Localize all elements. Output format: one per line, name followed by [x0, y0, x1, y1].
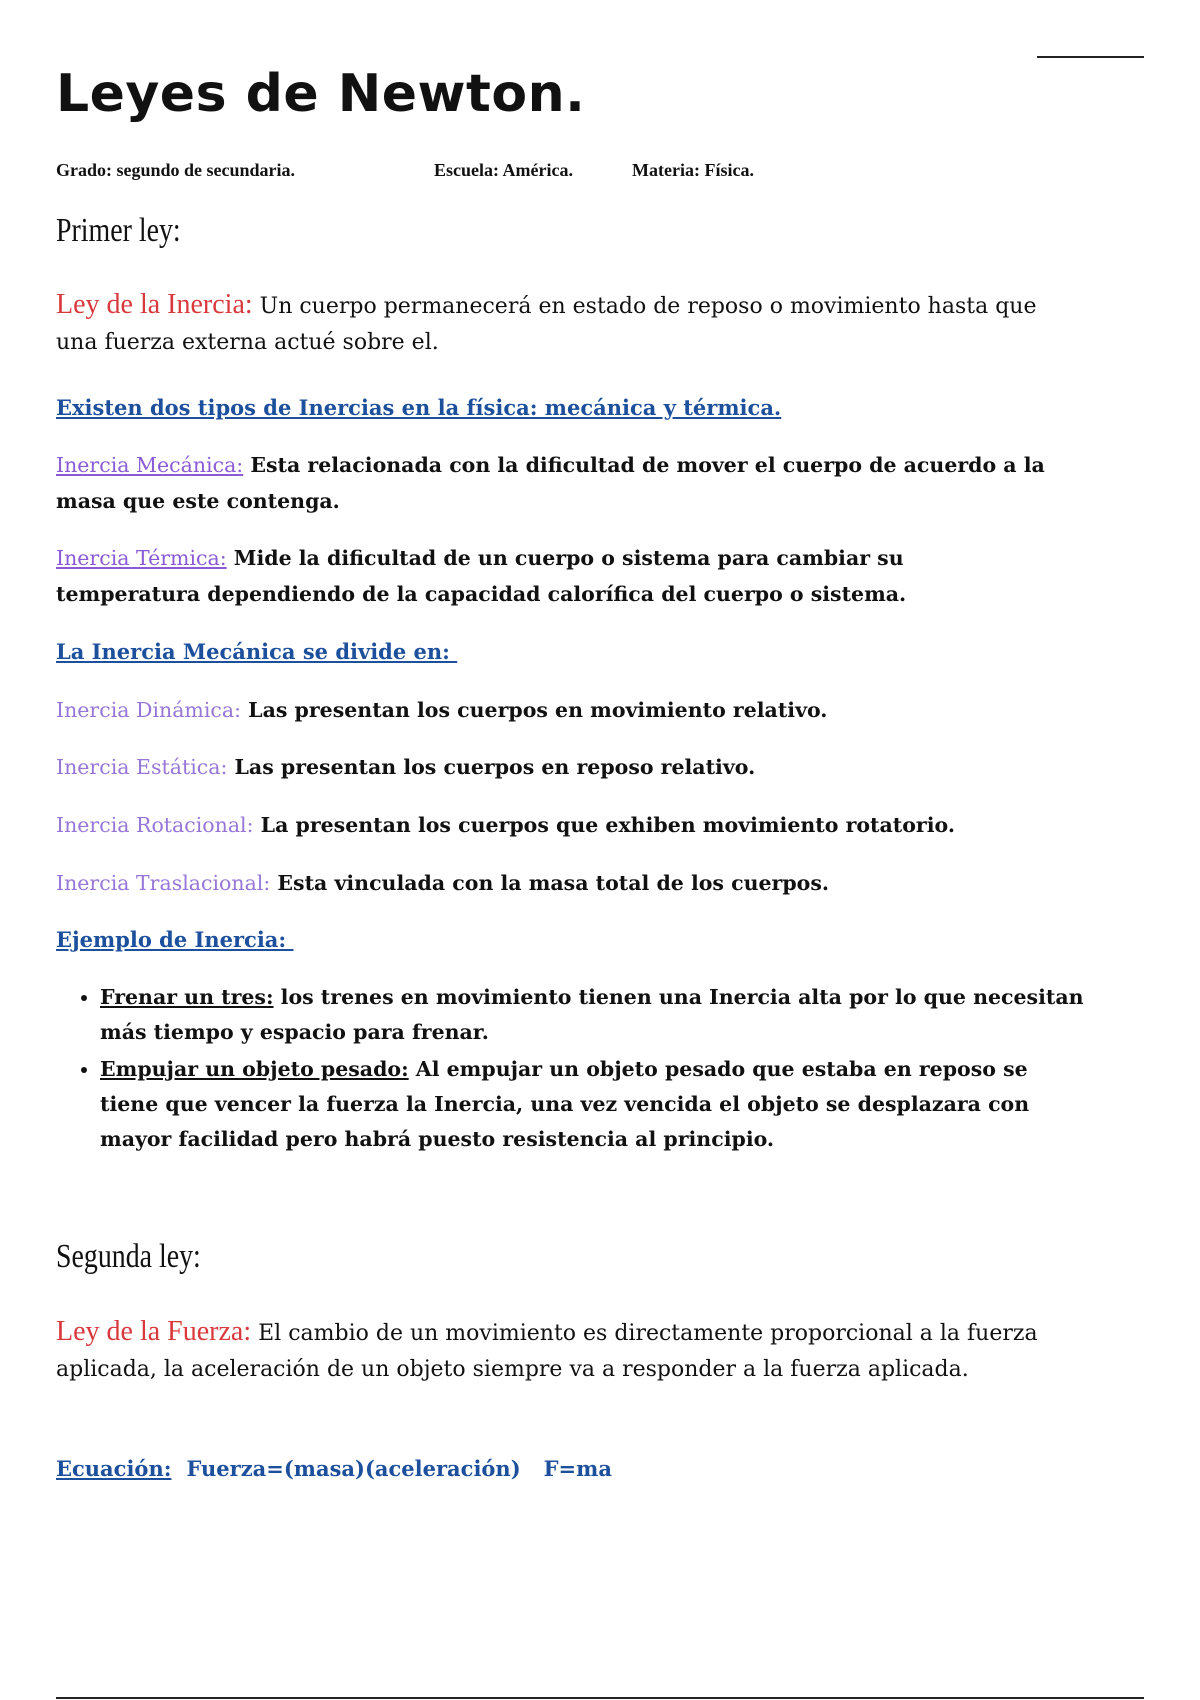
- link-division-inercia[interactable]: La Inercia Mecánica se divide en:: [56, 639, 458, 664]
- label-inercia-dinamica: Inercia Dinámica:: [56, 698, 242, 722]
- subtype-dinamica: [56, 692, 1046, 728]
- meta-materia: Materia: Física.: [632, 160, 754, 180]
- example-item-frenar: [100, 980, 1090, 1050]
- bottom-rule: [56, 1697, 1144, 1699]
- paragraph-ejemplo: [56, 922, 1046, 959]
- paragraph-ley-inercia: [56, 287, 1046, 361]
- meta-escuela: Escuela: América.: [434, 160, 573, 180]
- section-heading-primera-ley: Primer ley:: [56, 212, 181, 249]
- example-text-empujar: Al empujar un objeto pesado que estaba en reposo se tiene que vencer la fuerza la Inercia, una vez vencida el objeto se desplazara con mayor facilidad pero habrá puesto resistencia al principio.: [100, 1057, 1030, 1151]
- equation-text: Fuerza=(masa)(aceleración): [186, 1456, 521, 1481]
- example-item-empujar: [100, 1052, 1090, 1157]
- label-inercia-mecanica[interactable]: Inercia Mecánica:: [56, 453, 244, 477]
- meta-grado: Grado: segundo de secundaria.: [56, 160, 296, 180]
- paragraph-ley-fuerza: [56, 1314, 1046, 1388]
- section-heading-segunda-ley: Segunda ley:: [56, 1238, 201, 1275]
- example-list: [56, 980, 1090, 1159]
- link-tipos-inercia[interactable]: Existen dos tipos de Inercias en la física: mecánica y térmica.: [56, 395, 782, 420]
- text-ley-fuerza: El cambio de un movimiento es directamente proporcional a la fuerza aplicada, la aceleración de un objeto siempre va a responder a la fuerza aplicada.: [56, 1321, 1038, 1382]
- text-inercia-estatica: Las presentan los cuerpos en reposo relativo.: [227, 755, 756, 779]
- label-inercia-traslacional: Inercia Traslacional:: [56, 871, 271, 895]
- text-inercia-termica: Mide la dificultad de un cuerpo o sistema para cambiar su temperatura dependiendo de la capacidad calorífica del cuerpo o sistema.: [56, 546, 907, 606]
- label-inercia-termica[interactable]: Inercia Térmica:: [56, 546, 227, 570]
- link-ecuacion[interactable]: Ecuación:: [56, 1456, 172, 1481]
- example-text-frenar: los trenes en movimiento tienen una Inercia alta por lo que necesitan más tiempo y espacio para frenar.: [100, 985, 1084, 1044]
- label-ley-fuerza: Ley de la Fuerza:: [56, 1316, 252, 1347]
- text-ley-inercia: Un cuerpo permanecerá en estado de reposo o movimiento hasta que una fuerza externa actué sobre el.: [56, 294, 1037, 355]
- text-inercia-mecanica: Esta relacionada con la dificultad de mover el cuerpo de acuerdo a la masa que este contenga.: [56, 453, 1045, 513]
- paragraph-ecuacion: [56, 1451, 1046, 1488]
- label-inercia-estatica: Inercia Estática:: [56, 755, 228, 779]
- text-inercia-traslacional: Esta vinculada con la masa total de los cuerpos.: [270, 871, 830, 895]
- equation-short: F=ma: [543, 1456, 612, 1481]
- example-label-frenar: Frenar un tres:: [100, 985, 274, 1009]
- subtype-rotacional: [56, 807, 1046, 843]
- text-inercia-dinamica: Las presentan los cuerpos en movimiento relativo.: [241, 698, 828, 722]
- subtype-estatica: [56, 749, 1046, 785]
- label-ley-inercia: Ley de la Inercia:: [56, 289, 253, 320]
- page-title: Leyes de Newton.: [56, 64, 586, 124]
- paragraph-inercia-mecanica: [56, 447, 1046, 519]
- paragraph-inercia-termica: [56, 540, 1046, 612]
- paragraph-division: [56, 634, 1046, 671]
- example-label-empujar: Empujar un objeto pesado:: [100, 1057, 409, 1081]
- label-inercia-rotacional: Inercia Rotacional:: [56, 813, 254, 837]
- paragraph-tipos: [56, 390, 1046, 427]
- link-ejemplo-inercia[interactable]: Ejemplo de Inercia:: [56, 927, 294, 952]
- subtype-traslacional: [56, 865, 1046, 901]
- top-rule: [1037, 56, 1144, 58]
- text-inercia-rotacional: La presentan los cuerpos que exhiben movimiento rotatorio.: [253, 813, 955, 837]
